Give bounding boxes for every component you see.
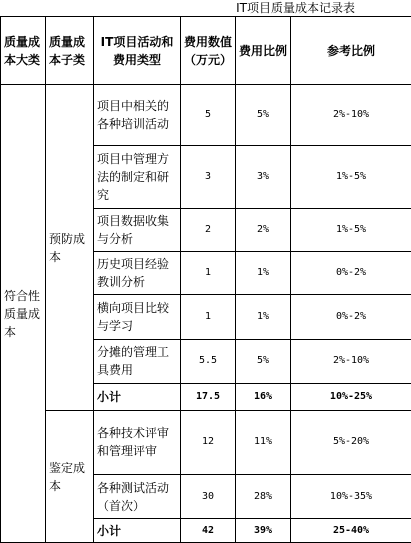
ratio-cell: 2% xyxy=(236,209,291,252)
reference-cell: 0%-2% xyxy=(291,295,411,340)
table-row xyxy=(1,85,411,146)
reference-cell: 10%-35% xyxy=(291,474,411,519)
activity-cell: 小计 xyxy=(94,383,181,411)
value-cell: 1 xyxy=(181,295,236,340)
header-ratio: 费用比例 xyxy=(236,17,291,85)
header-row xyxy=(1,17,411,85)
activity-cell: 分摊的管理工具费用 xyxy=(94,339,181,383)
ratio-cell: 28% xyxy=(236,474,291,519)
major-category-cell: 符合性质量成本 xyxy=(1,85,46,543)
reference-cell: 1%-5% xyxy=(291,209,411,252)
value-cell: 5 xyxy=(181,85,236,146)
activity-cell: 历史项目经验教训分析 xyxy=(94,252,181,295)
activity-cell: 各种技术评审和管理评审 xyxy=(94,411,181,474)
activity-cell: 项目数据收集与分析 xyxy=(94,209,181,252)
ratio-cell: 39% xyxy=(236,519,291,543)
value-cell: 2 xyxy=(181,209,236,252)
ratio-cell: 5% xyxy=(236,339,291,383)
reference-cell: 1%-5% xyxy=(291,146,411,209)
quality-cost-table xyxy=(0,16,411,543)
value-cell: 30 xyxy=(181,474,236,519)
value-cell: 1 xyxy=(181,252,236,295)
header-subcategory: 质量成本子类 xyxy=(46,17,94,85)
ratio-cell: 1% xyxy=(236,252,291,295)
ratio-cell: 16% xyxy=(236,383,291,411)
table-row xyxy=(1,411,411,474)
ratio-cell: 11% xyxy=(236,411,291,474)
activity-cell: 项目中相关的各种培训活动 xyxy=(94,85,181,146)
header-value: 费用数值（万元） xyxy=(181,17,236,85)
activity-cell: 小计 xyxy=(94,519,181,543)
value-cell: 17.5 xyxy=(181,383,236,411)
reference-cell: 2%-10% xyxy=(291,339,411,383)
activity-cell: 各种测试活动（首次） xyxy=(94,474,181,519)
ratio-cell: 5% xyxy=(236,85,291,146)
ratio-cell: 3% xyxy=(236,146,291,209)
activity-cell: 项目中管理方法的制定和研究 xyxy=(94,146,181,209)
header-reference: 参考比例 xyxy=(291,17,411,85)
reference-cell: 10%-25% xyxy=(291,383,411,411)
subcategory-cell: 预防成本 xyxy=(46,85,94,411)
subcategory-cell: 鉴定成本 xyxy=(46,411,94,543)
reference-cell: 0%-2% xyxy=(291,252,411,295)
value-cell: 3 xyxy=(181,146,236,209)
reference-cell: 2%-10% xyxy=(291,85,411,146)
reference-cell: 5%-20% xyxy=(291,411,411,474)
value-cell: 12 xyxy=(181,411,236,474)
reference-cell: 25-40% xyxy=(291,519,411,543)
ratio-cell: 1% xyxy=(236,295,291,340)
header-activity: IT项目活动和费用类型 xyxy=(94,17,181,85)
value-cell: 42 xyxy=(181,519,236,543)
header-major-category: 质量成本大类 xyxy=(1,17,46,85)
table-title: IT项目质量成本记录表 xyxy=(236,1,355,15)
value-cell: 5.5 xyxy=(181,339,236,383)
activity-cell: 横向项目比较与学习 xyxy=(94,295,181,340)
